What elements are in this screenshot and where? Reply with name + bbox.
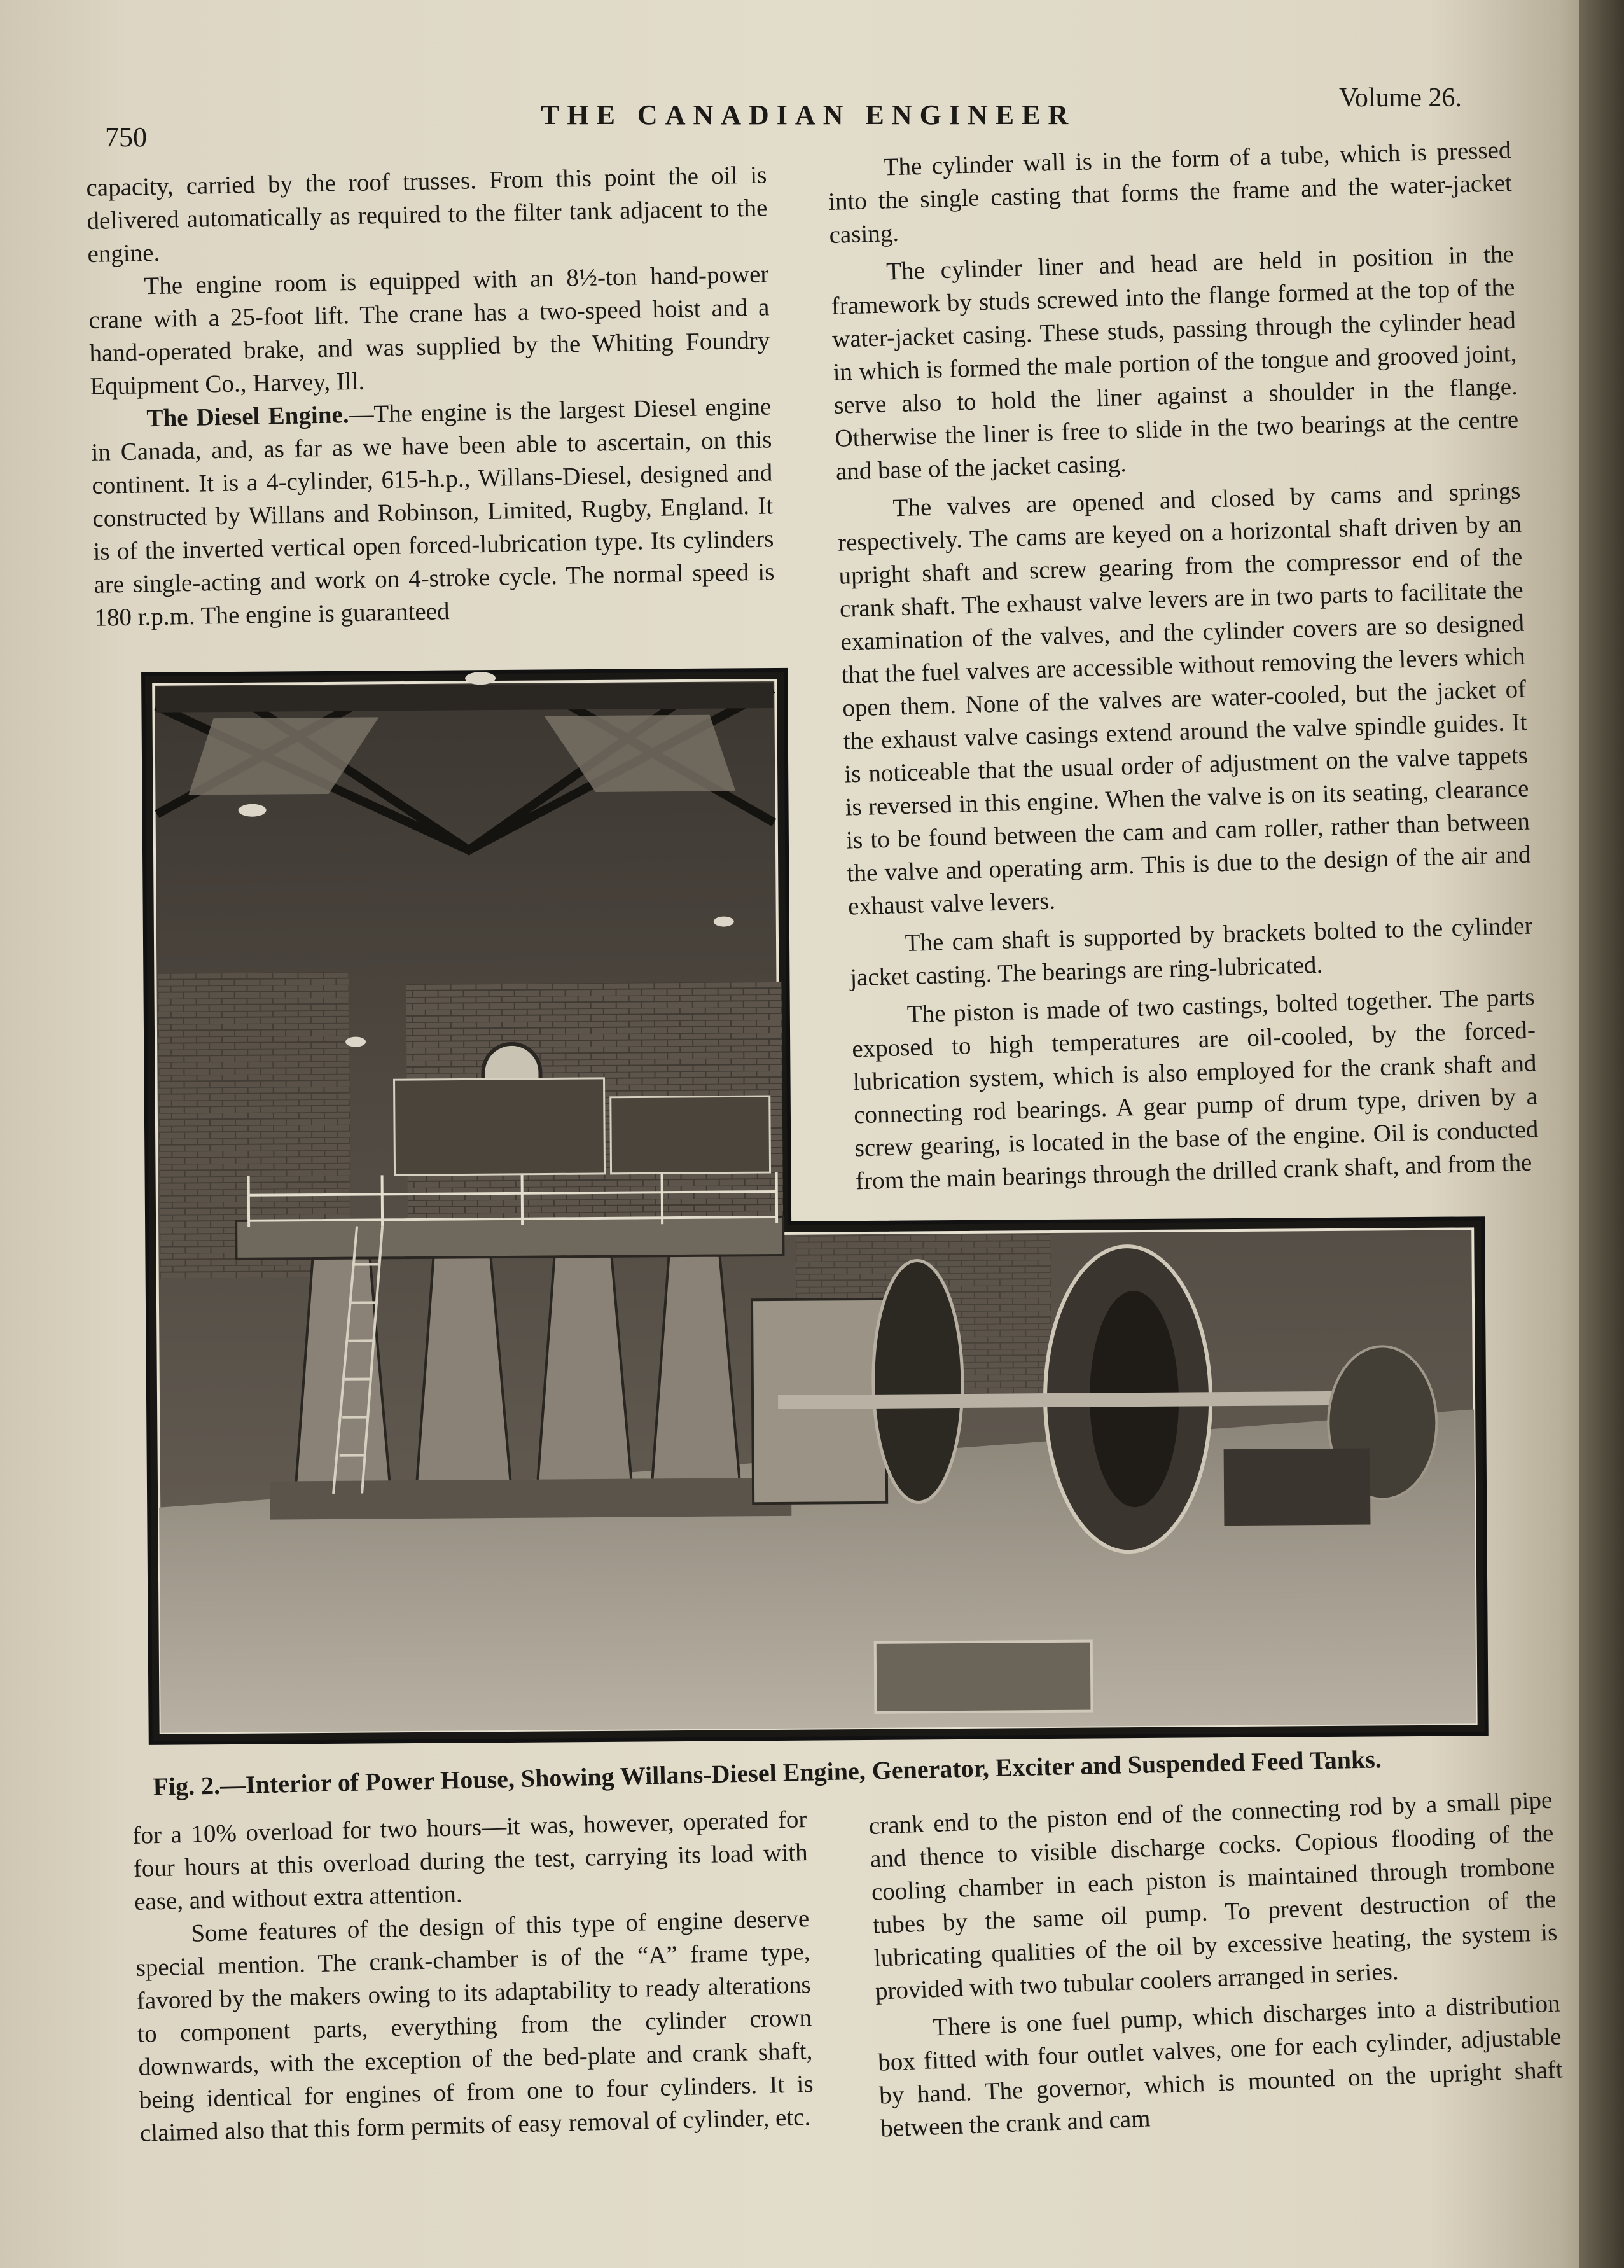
paragraph: The cylinder wall is in the form of a tube, which is pressed into the single casting that forms the frame and the water-jacket casing.	[828, 136, 1513, 249]
paragraph: for a 10% overload for two hours—it was, however, operated for four hours at this overload during the test, carrying its load with ease, and without extra attention.	[132, 1805, 809, 1916]
journal-title: THE CANADIAN ENGINEER	[541, 99, 1076, 130]
paragraph: The engine room is equipped with an 8½-ton hand-power crane with a 25-foot lift. The crane has a two-speed hoist and a hand-operated brake, and was supplied by the Whiting Foundry Equipment Co., Harvey, Ill.	[88, 260, 770, 400]
paragraph: The piston is made of two castings, bolted together. The parts exposed to high temperatures are oil-cooled, by the forced-lubrication system, which is also employed for the crank shaft and connecting rod bearings. A gear pump of drum type, driven by a screw gearing, is located in the base of the engine. Oil is conducted from the main bearings through the drilled crank shaft, and from the	[851, 983, 1539, 1195]
paragraph	[90, 390, 775, 634]
paragraph: crank end to the piston end of the connecting rod by a small pipe and thence to visible discharge cocks. Copious flooding of the cooling chamber in each piston is maintained through trombone tubes by the same oil pump. To prevent destruction of the lubricating qualities of the oil by excessive heating, the system is provided with two tubular coolers arranged in series.	[868, 1786, 1558, 2005]
column-bottom-right	[868, 1784, 1564, 2146]
power-house-photograph	[137, 658, 1493, 1750]
paragraph: Some features of the design of this type of engine deserve special mention. The crank-chamber is of the “A” frame type, favored by the makers owing to its adaptability to ready alterations to component parts, everything from the cylinder crown downwards, with the exception of the bed-plate and crank shaft, being identical for engines of from one to four cylinders. It is claimed also that this form permits of easy removal of cylinder, etc.	[135, 1905, 814, 2147]
column-bottom-left	[132, 1803, 814, 2150]
binding-gutter	[1579, 0, 1624, 2268]
volume-label: Volume 26.	[1339, 83, 1462, 113]
paragraph-text: —The engine is the largest Diesel engine in Canada, and, as far as we have been able to ascertain, on this continent. It is a 4-cylinder, 615-h.p., Willans-Diesel, designed and constructed by Willans and Robinson, Limited, Rugby, England. It is of the inverted vertical open forced-lubrication type. Its cylinders are single-acting and work on 4-stroke cycle. The normal speed is 180 r.p.m. The engine is guaranteed	[91, 393, 775, 632]
paragraph: The cam shaft is supported by brackets bolted to the cylinder jacket casting. The bearings are ring-lubricated.	[849, 912, 1533, 992]
section-heading: The Diesel Engine.	[146, 401, 349, 433]
paragraph: There is one fuel pump, which discharges into a distribution box fitted with four outlet valves, one for each cylinder, adjustable by hand. The governor, which is mounted on the upright shaft between the crank and cam	[877, 1989, 1564, 2143]
paragraph: capacity, carried by the roof trusses. From this point the oil is delivered automatically as required to the filter tank adjacent to the engine.	[86, 161, 768, 268]
paragraph: The valves are opened and closed by cams and springs respectively. The cams are keyed on a horizontal shaft driven by an upright shaft and screw gearing from the compressor end of the crank shaft. The exhaust valve levers are in two parts to facilitate the examination of the valves, and the cylinder covers are so designed that the fuel valves are accessible without removing the levers which open them. None of the valves are water-cooled, but the jacket of the exhaust valve casings extend around the valve spindle guides. It is noticeable that the usual order of adjustment on the valve tappets is reversed in this engine. When the valve is on its seating, clearance is to be found between the cam and cam roller, rather than between the valve and operating arm. This is due to the design of the air and exhaust valve levers.	[837, 477, 1531, 921]
page-number: 750	[105, 122, 147, 153]
column-top-left	[86, 158, 775, 634]
paragraph: The cylinder liner and head are held in position in the framework by studs screwed into the flange formed at the top of the water-jacket casing. These studs, passing through the cylinder head in which is formed the male portion of the tongue and grooved joint, serve also to hold the liner against a shoulder in the flange. Otherwise the liner is free to slide in the two bearings at the centre and base of the jacket casing.	[831, 240, 1519, 485]
figure-caption: Fig. 2.—Interior of Power House, Showing Willans-Diesel Engine, Generator, Exciter and Suspended Feed Tanks.	[153, 1744, 1382, 1801]
